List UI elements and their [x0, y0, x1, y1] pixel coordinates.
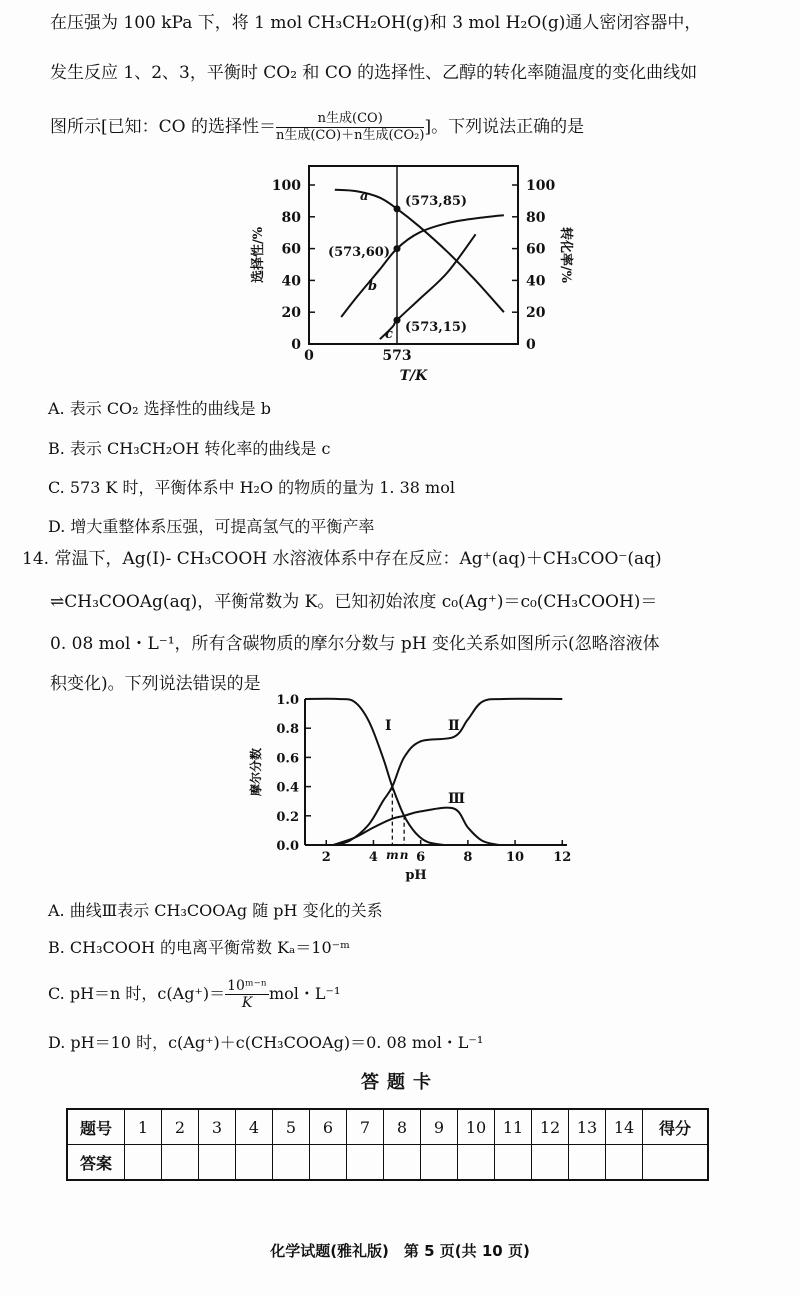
q13-option-b: B. 表示 CH₃CH₂OH 转化率的曲线是 c [48, 439, 331, 458]
right-y-tick-label: 20 [526, 305, 546, 322]
data-point [394, 317, 401, 324]
x-tick-label: 6 [416, 850, 426, 865]
q14-stem-line-1: 14. 常温下，Ag(Ⅰ)- CH₃COOH 水溶液体系中存在反应：Ag⁺(aq)＋CH₃COO⁻(aq) [22, 549, 662, 569]
curve-label: Ⅱ [448, 718, 460, 734]
answer-cell[interactable] [384, 1145, 421, 1181]
answer-cell[interactable] [310, 1145, 347, 1181]
data-point [394, 245, 401, 252]
x-tick-label: 2 [321, 850, 331, 865]
question-number-cell: 7 [347, 1109, 384, 1145]
question-number-cell: 6 [310, 1109, 347, 1145]
co-selectivity-fraction [276, 111, 424, 144]
q14-option-d: D. pH＝10 时，c(Ag⁺)＋c(CH₃COOAg)＝0. 08 mol・L⁻¹ [48, 1033, 484, 1052]
curve-label-c: c [385, 327, 393, 342]
right-y-tick-label: 80 [526, 209, 546, 226]
x-tick-label: 8 [463, 850, 473, 865]
question-number-cell: 12 [532, 1109, 569, 1145]
answer-cell[interactable] [421, 1145, 458, 1181]
right-y-tick-label: 40 [526, 273, 546, 290]
y-axis-label: 摩尔分数 [249, 747, 263, 797]
question-number-cell: 10 [458, 1109, 495, 1145]
x-axis-label: T/K [399, 368, 428, 384]
right-y-tick-label: 60 [526, 241, 546, 258]
right-y-axis-label: 转化率/% [558, 226, 573, 284]
question-number-cell: 4 [236, 1109, 273, 1145]
curve-3 [333, 808, 498, 845]
marker-label-m: m [385, 848, 399, 862]
q14-stem-line-3: 0. 08 mol・L⁻¹，所有含碳物质的摩尔分数与 pH 变化关系如图所示(忽略溶液体 [50, 634, 660, 654]
left-y-tick-label: 100 [271, 178, 301, 194]
fraction-denominator: n生成(CO)＋n生成(CO₂) [275, 128, 425, 143]
x-axis-label: pH [405, 868, 427, 883]
x-tick-label: 12 [553, 850, 572, 865]
q14-option-a: A. 曲线Ⅲ表示 CH₃COOAg 随 pH 变化的关系 [48, 901, 383, 920]
answer-cell[interactable] [199, 1145, 236, 1181]
answer-cell[interactable] [273, 1145, 310, 1181]
question-number-cell: 1 [125, 1109, 162, 1145]
x-tick-label: 10 [506, 850, 525, 865]
y-tick-label: 0.0 [276, 839, 299, 854]
point-annotation: (573,60) [327, 245, 390, 260]
answer-cell[interactable] [495, 1145, 532, 1181]
fraction-numerator: 10ᵐ⁻ⁿ [227, 977, 267, 994]
y-tick-label: 0.4 [276, 780, 299, 796]
answer-card-title: 答题卡 [361, 1072, 439, 1093]
y-tick-label: 1.0 [276, 693, 299, 708]
question-number-cell: 3 [199, 1109, 236, 1145]
answer-card-table [66, 1108, 709, 1181]
answer-cell[interactable] [532, 1145, 569, 1181]
fraction-numerator: n生成(CO) [276, 111, 424, 128]
question-number-header: 题号 [67, 1109, 125, 1145]
q13-stem-line-2: 发生反应 1、2、3，平衡时 CO₂ 和 CO 的选择性、乙醇的转化率随温度的变化曲线如 [50, 63, 698, 83]
curve-label: Ⅰ [385, 718, 392, 734]
q14-option-c-prefix: C. pH＝n 时，c(Ag⁺)＝ [48, 984, 226, 1003]
answer-cell[interactable] [125, 1145, 162, 1181]
left-y-tick-label: 0 [291, 337, 301, 353]
question-number-cell: 2 [162, 1109, 199, 1145]
q13-stem-prefix: 图所示[已知：CO 的选择性＝ [50, 117, 276, 137]
y-tick-label: 0.6 [276, 751, 299, 767]
q13-option-a: A. 表示 CO₂ 选择性的曲线是 b [48, 399, 272, 418]
mole-fraction-ph-chart [240, 690, 580, 890]
curve-b [341, 215, 504, 317]
answer-header: 答案 [67, 1145, 125, 1181]
answer-card-number-row [67, 1109, 708, 1145]
answer-cell[interactable] [162, 1145, 199, 1181]
x-tick-label: 573 [382, 348, 412, 364]
answer-card-answer-row [67, 1145, 708, 1181]
question-number-cell: 14 [606, 1109, 643, 1145]
answer-cell[interactable] [606, 1145, 643, 1181]
score-header: 得分 [643, 1109, 709, 1145]
question-number-cell: 9 [421, 1109, 458, 1145]
question-number-cell: 5 [273, 1109, 310, 1145]
question-number-cell: 11 [495, 1109, 532, 1145]
left-y-tick-label: 20 [281, 305, 301, 322]
curve-label: Ⅲ [448, 791, 466, 807]
curve-label-b: b [368, 279, 378, 294]
y-tick-label: 0.8 [276, 722, 299, 738]
q13-stem-suffix: ]。下列说法正确的是 [424, 117, 585, 137]
left-y-tick-label: 40 [281, 273, 301, 290]
question-number-cell: 13 [569, 1109, 606, 1145]
q14-option-c-suffix: mol・L⁻¹ [268, 984, 341, 1003]
page-footer: 化学试题(雅礼版) 第 5 页(共 10 页) [270, 1242, 530, 1260]
x-tick-label: 0 [304, 348, 314, 364]
answer-cell[interactable] [569, 1145, 606, 1181]
fraction-denominator: K [241, 994, 253, 1011]
q14-stem-line-4: 积变化)。下列说法错误的是 [50, 674, 261, 694]
y-tick-label: 0.2 [276, 809, 299, 825]
data-point [394, 205, 401, 212]
answer-cell[interactable] [458, 1145, 495, 1181]
left-y-tick-label: 80 [281, 209, 301, 226]
score-cell[interactable] [643, 1145, 709, 1181]
left-y-axis-label: 选择性/% [251, 226, 266, 284]
q13-stem-line-3 [50, 110, 584, 144]
q13-option-d: D. 增大重整体系压强，可提高氢气的平衡产率 [48, 517, 375, 536]
marker-label-n: n [399, 848, 409, 862]
left-y-tick-label: 60 [281, 241, 301, 258]
x-tick-label: 4 [368, 850, 378, 865]
point-annotation: (573,15) [405, 320, 468, 335]
point-annotation: (573,85) [405, 194, 468, 209]
q13-stem-line-1: 在压强为 100 kPa 下，将 1 mol CH₃CH₂OH(g)和 3 mol H₂O(g)通人密闭容器中， [50, 13, 702, 33]
question-number-cell: 8 [384, 1109, 421, 1145]
q14-option-b: B. CH₃COOH 的电离平衡常数 Kₐ＝10⁻ᵐ [48, 938, 350, 957]
q14-stem-line-2: ⇌CH₃COOAg(aq)，平衡常数为 K。已知初始浓度 c₀(Ag⁺)＝c₀(CH₃COOH)＝ [50, 592, 658, 612]
answer-cell[interactable] [347, 1145, 384, 1181]
q14-option-c [48, 978, 340, 1011]
selectivity-conversion-chart [240, 160, 580, 390]
answer-cell[interactable] [236, 1145, 273, 1181]
ag-concentration-fraction [225, 979, 269, 1011]
curve-1 [305, 699, 444, 845]
curve-label-a: a [360, 189, 369, 204]
q13-option-c: C. 573 K 时，平衡体系中 H₂O 的物质的量为 1. 38 mol [48, 478, 455, 497]
right-y-tick-label: 100 [526, 178, 556, 194]
right-y-tick-label: 0 [526, 337, 536, 353]
